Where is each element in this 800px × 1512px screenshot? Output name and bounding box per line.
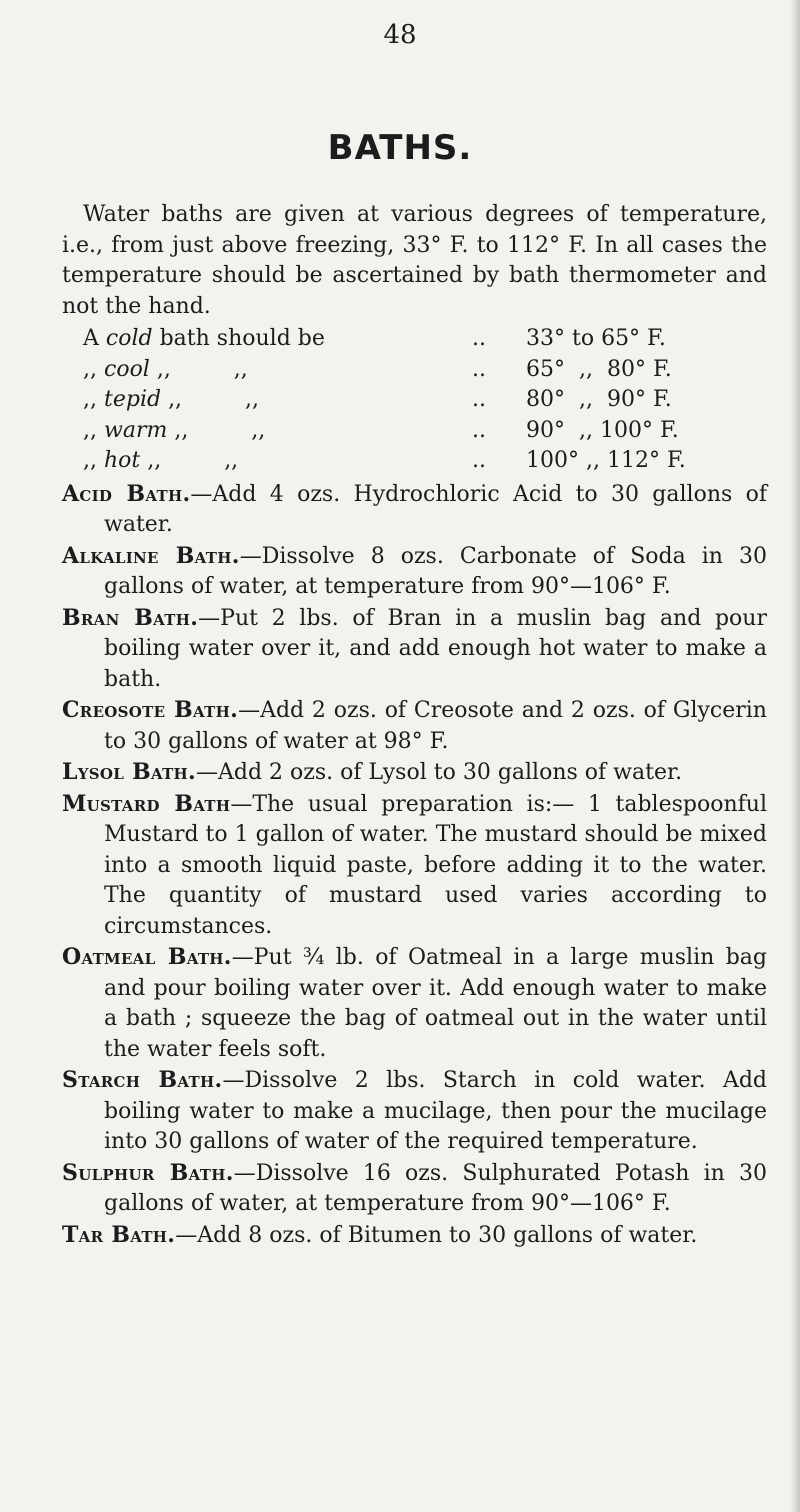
bath-entry [62, 1065, 767, 1158]
label-suffix: ,, ,, [156, 356, 248, 382]
label-prefix: ,, [83, 417, 97, 443]
bath-entry [62, 789, 767, 943]
bath-entry [62, 1158, 767, 1220]
temperature-range: 100° ,, 112° F. [526, 448, 686, 473]
entry-title: Starch Bath. [62, 1067, 223, 1093]
temperature-label [62, 324, 472, 355]
bath-entry [62, 695, 767, 757]
label-prefix: ,, [83, 387, 97, 412]
temperature-range: 90° ,, 100° F. [526, 417, 679, 443]
temperature-row [62, 446, 767, 477]
temperature-range: 65° ,, 80° F. [526, 356, 672, 382]
entry-text: —Put 2 lbs. of Bran in a muslin bag and pour boiling water over it, and add enough hot water to make a bath. [104, 605, 767, 692]
entry-title: Mustard Bath [62, 790, 231, 817]
label-suffix: ,, ,, [147, 448, 239, 473]
bath-entry [62, 603, 767, 696]
temperature-row [62, 385, 767, 416]
leader-dots: .. [472, 448, 486, 473]
bath-entry [62, 757, 767, 789]
temperature-row [62, 355, 767, 386]
bath-kind: hot [104, 448, 141, 473]
temperature-label [62, 355, 472, 386]
temperature-label [62, 385, 472, 416]
entry-text: —The usual preparation is:— 1 tablespoonful Mustard to 1 gallon of water. The mustard should be mixed into a smooth liquid paste, before adding it to the water. The quantity of mustard used varies according to circumstances. [104, 791, 767, 939]
temperature-range: 80° ,, 90° F. [526, 387, 672, 412]
entry-text: —Dissolve 8 ozs. Carbonate of Soda in 30 gallons of water, at temperature from 90°—106° F. [104, 543, 767, 599]
entry-text: —Add 4 ozs. Hydrochloric Acid to 30 gallons of water. [104, 481, 767, 537]
page-number: 48 [383, 20, 417, 50]
temperature-table [62, 324, 767, 477]
entry-title: Alkaline Bath. [62, 542, 240, 569]
bath-entry [62, 942, 767, 1065]
entry-title: Creosote Bath. [62, 697, 239, 723]
section-heading: BATHS. [327, 128, 473, 168]
bath-entry [62, 1220, 767, 1252]
bath-entry [62, 541, 767, 603]
temperature-label [62, 416, 472, 447]
body-text [62, 200, 767, 1251]
bath-kind: tepid [104, 387, 162, 412]
label-suffix: bath should be [159, 326, 325, 351]
entry-text: —Add 2 ozs. of Creosote and 2 ozs. of Glycerin to 30 gallons of water at 98° F. [104, 698, 767, 754]
bath-entry [62, 479, 767, 541]
temperature-row [62, 324, 767, 355]
leader-dots: .. [472, 356, 486, 382]
entry-title: Sulphur Bath. [62, 1159, 234, 1186]
page-edge-shadow [790, 0, 800, 1512]
entry-title: Tar Bath. [62, 1221, 176, 1248]
bath-kind: cold [105, 326, 153, 351]
temperature-row [62, 416, 767, 447]
entry-text: —Dissolve 16 ozs. Sulphurated Potash in 30 gallons of water, at temperature from 90°—106° F. [104, 1160, 767, 1216]
leader-dots: .. [472, 387, 486, 412]
label-suffix: ,, ,, [174, 417, 266, 443]
entry-title: Lysol Bath. [62, 759, 196, 785]
bath-kind: warm [104, 417, 168, 443]
entry-text: —Add 2 ozs. of Lysol to 30 gallons of water. [196, 760, 683, 785]
entry-title: Bran Bath. [62, 604, 199, 631]
label-prefix: ,, [83, 448, 97, 473]
bath-kind: cool [104, 356, 150, 382]
intro-paragraph: Water baths are given at various degrees of temperature, i.e., from just above freezing, 33° F. to 112° F. In all cases the temperature should be ascertained by bath thermometer and not the hand. [62, 202, 767, 319]
entry-title: Acid Bath. [62, 480, 191, 507]
temperature-label [62, 446, 472, 477]
label-prefix: ,, [83, 356, 97, 382]
leader-dots: .. [472, 417, 486, 443]
temperature-range: 33° to 65° F. [526, 326, 666, 351]
label-prefix: A [83, 326, 99, 351]
entry-text: —Add 8 ozs. of Bitumen to 30 gallons of water. [175, 1222, 698, 1248]
entry-text: —Put ¾ lb. of Oatmeal in a large muslin bag and pour boiling water over it. Add enough water to make a bath ; squeeze the bag of oatmeal out in the water until the water feels soft. [104, 945, 767, 1062]
entry-text: —Dissolve 2 lbs. Starch in cold water. Add boiling water to make a mucilage, then pour the mucilage into 30 gallons of water of the required temperature. [104, 1068, 767, 1154]
leader-dots: .. [472, 326, 486, 351]
label-suffix: ,, ,, [168, 387, 259, 412]
entry-title: Oatmeal Bath. [62, 944, 232, 970]
